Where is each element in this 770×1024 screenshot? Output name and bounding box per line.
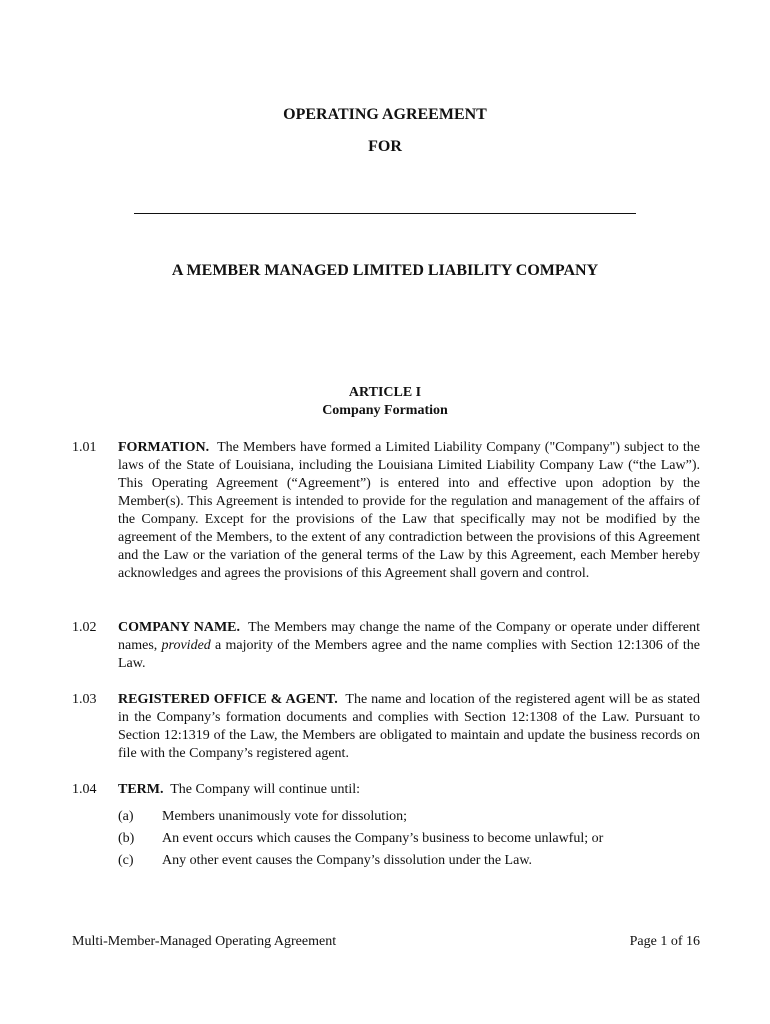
section-1-02 [72, 619, 700, 673]
list-item-text: An event occurs which causes the Company’s business to become unlawful; or [162, 831, 604, 846]
section-heading: TERM. [118, 782, 164, 797]
document-title-for: FOR [368, 138, 402, 155]
footer-document-name: Multi-Member-Managed Operating Agreement [72, 934, 337, 949]
section-body [118, 439, 700, 583]
section-body [118, 781, 700, 799]
section-text: The Members may change the name of the Company or operate under different names, [118, 620, 701, 653]
section-number: 1.04 [72, 782, 97, 797]
section-1-04 [72, 781, 700, 799]
section-number: 1.03 [72, 692, 97, 707]
section-body [118, 619, 700, 673]
section-text: The name and location of the registered agent will be as stated in the Company’s formation documents and complies with Section 12:1308 of the Law. Pursuant to Section 12:1319 of the Law, the Members are obligated to maintain and update the business records on file with the Company’s registered agent. [118, 692, 701, 761]
section-heading: COMPANY NAME. [118, 620, 240, 635]
company-name-blank-line [134, 213, 636, 214]
list-item-label: (a) [118, 809, 134, 824]
section-heading: REGISTERED OFFICE & AGENT. [118, 692, 338, 707]
section-text-italic: provided [161, 638, 211, 653]
section-1-03 [72, 691, 700, 763]
section-body [118, 691, 700, 763]
document-subtitle: A MEMBER MANAGED LIMITED LIABILITY COMPANY [171, 262, 599, 279]
section-text-continued: a majority of the Members agree and the name complies with Section 12:1306 of the Law. [118, 638, 701, 671]
section-text: The Company will continue until: [170, 782, 361, 797]
article-name: Company Formation [322, 403, 448, 418]
list-item [118, 830, 698, 848]
section-heading: FORMATION. [118, 440, 210, 455]
document-title: OPERATING AGREEMENT [283, 106, 487, 123]
list-item-label: (c) [118, 853, 134, 868]
section-text: The Members have formed a Limited Liability Company ("Company") subject to the laws of the State of Louisiana, including the Louisiana Limited Liability Company Law (“the Law”). This Operating Agreement (“Agreement”) is entered into and effective upon adoption by the Member(s). This Agreement is intended to provide for the regulation and management of the affairs of the Company. Except for the provisions of the Law that specifically may not be modified by the agreement of the Members, to the extent of any contradiction between the provisions of this Agreement and the Law or the variation of the general terms of the Law by this Agreement, each Member hereby acknowledges and agrees the provisions of this Agreement shall govern and control. [118, 440, 700, 581]
section-1-01 [72, 439, 700, 583]
list-item-label: (b) [118, 831, 135, 846]
footer-page-number: Page 1 of 16 [629, 934, 700, 949]
section-number: 1.01 [72, 440, 97, 455]
list-item [118, 808, 698, 826]
section-number: 1.02 [72, 620, 97, 635]
list-item-text: Members unanimously vote for dissolution; [162, 809, 407, 824]
list-item [118, 852, 698, 870]
list-item-text: Any other event causes the Company’s dissolution under the Law. [162, 853, 533, 868]
article-number: ARTICLE I [348, 385, 422, 400]
